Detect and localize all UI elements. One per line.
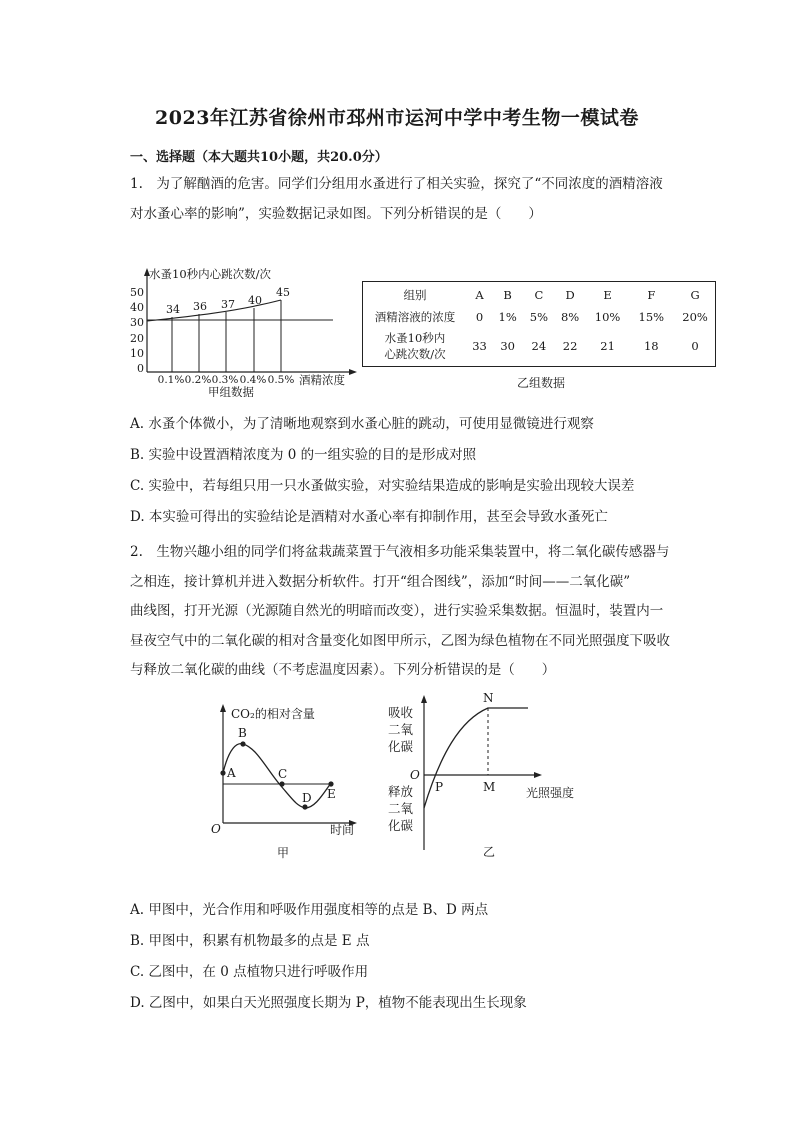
axis-up-label: 化碳 — [388, 739, 414, 754]
x-tick: 0.2% — [184, 374, 212, 386]
y-tick: 40 — [130, 301, 144, 314]
q2-stem-line: 曲线图，打开光源（光源随自然光的明暗而改变），进行实验采集数据。恒温时，装置内一 — [130, 603, 664, 619]
x-axis-arrow — [534, 772, 542, 778]
page-title: 2023年江苏省徐州市邳州市运河中学中考生物一模试卷 — [155, 107, 639, 129]
point-label: N — [483, 691, 494, 705]
q1-chart-jia — [125, 262, 365, 397]
q1-option-b[interactable]: B. 实验中设置酒精浓度为 0 的一组实验的目的是形成对照 — [130, 447, 477, 463]
q1-option-d[interactable]: D. 本实验可得出的实验结论是酒精对水蚤心率有抑制作用，甚至会导致水蚤死亡 — [130, 509, 608, 525]
q2-option-d[interactable]: D. 乙图中，如果白天光照强度长期为 P，植物不能表现出生长现象 — [130, 995, 527, 1011]
table-cell: 0 — [475, 310, 484, 324]
table-cell: 24 — [531, 339, 547, 353]
table-cell: 1% — [498, 310, 517, 324]
y-tick: 50 — [130, 286, 144, 299]
section-heading: 一、选择题（本大题共10小题，共20.0分） — [130, 150, 388, 165]
q2-stem — [130, 538, 690, 686]
chart-xlabel: 酒精浓度 — [299, 373, 345, 387]
bar-value-label: 45 — [276, 286, 290, 299]
table-cell: D — [565, 288, 575, 302]
q2-stem-line: 与释放二氧化碳的曲线（不考虑温度因素）。下列分析错误的是（ ） — [130, 662, 556, 678]
figure-xlabel: 时间 — [330, 823, 355, 837]
table-cell: C — [534, 288, 544, 302]
point-label: C — [278, 767, 288, 781]
table-cell: 8% — [560, 310, 580, 324]
point-label: A — [227, 766, 236, 780]
q2-figure-yi — [380, 690, 600, 865]
bar-value-label: 36 — [193, 300, 207, 313]
point-marker — [220, 770, 225, 775]
axis-down-label: 释放 — [388, 784, 414, 799]
table-cell: 15% — [638, 310, 665, 324]
y-axis-arrow — [220, 704, 226, 712]
table-cell: G — [690, 288, 700, 302]
x-tick: 0.5% — [267, 374, 295, 386]
x-axis-arrow — [349, 369, 357, 375]
figure-xlabel: 光照强度 — [526, 786, 575, 800]
origin-label: O — [211, 822, 221, 836]
axis-up-label: 吸收 — [388, 705, 414, 720]
figure-caption: 甲 — [277, 846, 290, 860]
axis-up-label: 二氧 — [388, 722, 414, 737]
table-cell: 20% — [682, 310, 708, 324]
table-cell: 33 — [472, 339, 487, 353]
point-marker — [279, 781, 284, 786]
point-label: P — [435, 780, 444, 794]
q1-option-c[interactable]: C. 实验中，若每组只用一只水蚤做实验，对实验结果造成的影响是实验出现较大误差 — [130, 478, 635, 494]
q1-option-a[interactable]: A. 水蚤个体微小，为了清晰地观察到水蚤心脏的跳动，可使用显微镜进行观察 — [130, 416, 594, 432]
axis-down-label: 二氧 — [388, 801, 414, 816]
table-cell: 酒精溶液的浓度 — [374, 310, 456, 324]
table-cell: 0 — [691, 339, 699, 353]
q2-stem-line: 2. 生物兴趣小组的同学们将盆栽蔬菜置于气液相多功能采集装置中，将二氧化碳传感器与 — [130, 544, 670, 560]
q2-option-c[interactable]: C. 乙图中，在 0 点植物只进行呼吸作用 — [130, 964, 369, 980]
point-marker — [328, 781, 333, 786]
q2-option-b[interactable]: B. 甲图中，积累有机物最多的点是 E 点 — [130, 933, 370, 949]
table-cell: 10% — [594, 310, 621, 324]
q1-stem-line: 1. 为了解酗酒的危害。同学们分组用水蚤进行了相关实验，探究了“不同浓度的酒精溶液 — [130, 176, 663, 192]
bar-value-label: 34 — [166, 303, 180, 316]
origin-label: O — [410, 768, 420, 782]
table-cell: 5% — [529, 310, 548, 324]
table-cell: 18 — [643, 339, 659, 353]
bar-value-label: 40 — [248, 294, 262, 307]
table-cell: F — [647, 288, 656, 302]
point-marker — [240, 741, 245, 746]
point-label: E — [327, 787, 336, 801]
y-tick: 20 — [130, 332, 144, 345]
table-cell: 22 — [562, 339, 578, 353]
point-label: B — [238, 726, 247, 740]
y-tick: 0 — [137, 362, 144, 375]
q1-stem-line: 对水蚤心率的影响”，实验数据记录如图。下列分析错误的是（ ） — [130, 205, 542, 222]
point-label: M — [483, 780, 496, 794]
table-cell — [363, 328, 467, 364]
table-cell: A — [475, 288, 484, 302]
table-row-label: 水蚤10秒内 — [384, 331, 446, 345]
bar-value-label: 37 — [221, 298, 235, 311]
table-cell: B — [503, 288, 512, 302]
q2-figure-jia — [205, 700, 365, 865]
point-marker — [302, 804, 307, 809]
x-tick: 0.4% — [239, 374, 267, 386]
table-cell: 21 — [600, 339, 615, 353]
figure-ylabel: CO₂的相对含量 — [231, 707, 315, 721]
axis-down-label: 化碳 — [388, 818, 414, 833]
table-cell: 30 — [500, 339, 515, 353]
table-caption: 乙组数据 — [517, 376, 566, 390]
point-label: D — [302, 791, 312, 805]
co2-curve — [223, 744, 331, 808]
y-tick: 10 — [130, 347, 144, 360]
x-tick: 0.3% — [211, 374, 239, 386]
y-tick: 30 — [130, 316, 144, 329]
q1-table-yi — [362, 281, 716, 367]
table-cell: 组别 — [403, 288, 427, 302]
q2-stem-line: 昼夜空气中的二氧化碳的相对含量变化如图甲所示，乙图为绿色植物在不同光照强度下吸收 — [130, 632, 670, 649]
q2-stem-line: 之相连，接计算机并进入数据分析软件。打开“组合图线”，添加“时间——二氧化碳” — [130, 573, 631, 590]
chart-caption: 甲组数据 — [208, 385, 254, 397]
y-axis-arrow — [421, 695, 427, 703]
q2-option-a[interactable]: A. 甲图中，光合作用和呼吸作用强度相等的点是 B、D 两点 — [130, 902, 489, 918]
table-cell: E — [603, 288, 612, 302]
figure-caption: 乙 — [483, 845, 496, 859]
chart-ylabel: 水蚤10秒内心跳次数/次 — [149, 267, 272, 281]
table-row-label: 心跳次数/次 — [384, 347, 446, 361]
q1-stem — [130, 170, 690, 229]
x-tick: 0.1% — [157, 374, 185, 386]
